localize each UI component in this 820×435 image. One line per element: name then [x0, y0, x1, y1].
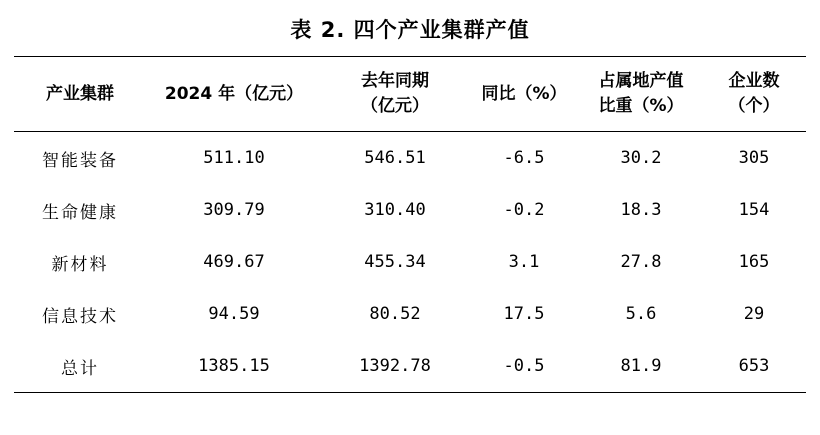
cell-share: 81.9 [620, 356, 662, 376]
column-header-year-2024 [146, 57, 322, 132]
column-header-cluster [14, 57, 146, 132]
cell-share: 27.8 [620, 252, 662, 272]
page-title: 表 2. 四个产业集群产值 [290, 18, 530, 42]
table-row [14, 132, 806, 185]
table-row [14, 184, 806, 236]
cell-last-year: 455.34 [364, 252, 426, 272]
column-header-cluster-line-1: 产业集群 [46, 83, 114, 104]
cell-firms: 165 [738, 252, 770, 272]
cell-yoy: -0.2 [503, 200, 545, 220]
cell-last-year: 546.51 [364, 148, 426, 168]
cell-cluster: 信息技术 [42, 306, 118, 327]
table-row [14, 288, 806, 340]
cell-year-2024: 1385.15 [198, 356, 270, 376]
cell-last-year: 80.52 [369, 304, 421, 324]
column-header-firms-line-1: 企业数 [728, 71, 780, 92]
cell-yoy: -0.5 [503, 356, 545, 376]
table-body [14, 132, 806, 393]
cell-cluster: 生命健康 [42, 202, 118, 223]
industry-cluster-output-table [14, 56, 806, 393]
table-row-total [14, 340, 806, 393]
cell-share: 18.3 [620, 200, 662, 220]
column-header-last-year-line-2: （亿元） [361, 96, 429, 116]
cell-firms: 154 [738, 200, 770, 220]
cell-yoy: 17.5 [503, 304, 545, 324]
cell-share: 30.2 [620, 148, 662, 168]
column-header-share-line-2: 比重（%） [598, 96, 684, 116]
table-header [14, 57, 806, 132]
cell-year-2024: 309.79 [203, 200, 265, 220]
table-header-row [14, 57, 806, 132]
cell-firms: 305 [738, 148, 770, 168]
column-header-last-year-line-1: 去年同期 [361, 71, 429, 92]
cell-yoy: 3.1 [508, 252, 540, 272]
column-header-firms [702, 57, 806, 132]
cell-share: 5.6 [625, 304, 657, 324]
column-header-share [580, 57, 702, 132]
cell-year-2024: 94.59 [208, 304, 260, 324]
column-header-year-2024-line-1: 2024 年（亿元） [164, 83, 304, 104]
column-header-yoy [468, 57, 580, 132]
table-row [14, 236, 806, 288]
cell-cluster: 智能装备 [42, 150, 118, 171]
cell-cluster: 总计 [61, 358, 99, 379]
cell-last-year: 1392.78 [359, 356, 431, 376]
cell-year-2024: 511.10 [203, 148, 265, 168]
column-header-last-year [322, 57, 468, 132]
cell-year-2024: 469.67 [203, 252, 265, 272]
column-header-yoy-line-1: 同比（%） [481, 83, 567, 104]
cell-firms: 653 [738, 356, 770, 376]
cell-yoy: -6.5 [503, 148, 545, 168]
cell-last-year: 310.40 [364, 200, 426, 220]
column-header-share-line-1: 占属地产值 [598, 71, 684, 92]
cell-firms: 29 [743, 304, 765, 324]
column-header-firms-line-2: （个） [728, 96, 780, 116]
cell-cluster: 新材料 [51, 254, 109, 275]
